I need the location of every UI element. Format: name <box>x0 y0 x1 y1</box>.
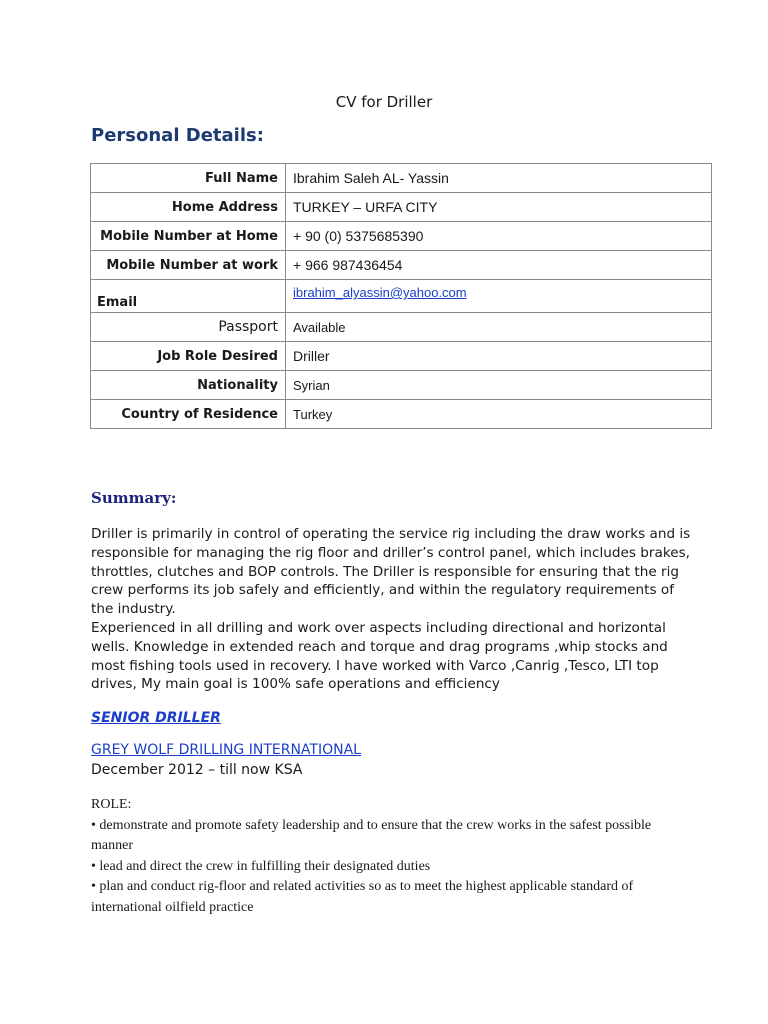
nationality-label: Nationality <box>91 371 286 400</box>
full-name-label: Full Name <box>91 164 286 193</box>
home-address-label: Home Address <box>91 193 286 222</box>
full-name-value: Ibrahim Saleh AL- Yassin <box>286 164 712 193</box>
summary-heading: Summary: <box>91 489 177 507</box>
table-row <box>91 193 712 222</box>
summary-paragraph: Experienced in all drilling and work over aspects including directional and horizontal wells. Knowledge in extended reach and torque and drag programs ,whip stocks and most fishing tools used in recovery. I have worked with Varco ,Canrig ,Tesco, LTI top drives, My main goal is 100% safe operations and efficiency <box>91 619 668 693</box>
table-row <box>91 342 712 371</box>
mobile-work-label: Mobile Number at work <box>91 251 286 280</box>
company-name: GREY WOLF DRILLING INTERNATIONAL <box>91 742 361 758</box>
mobile-home-value: + 90 (0) 5375685390 <box>286 222 712 251</box>
email-value-cell <box>286 280 712 313</box>
employment-dates: December 2012 – till now KSA <box>91 762 303 778</box>
nationality-value: Syrian <box>286 371 712 400</box>
personal-details-table <box>90 163 712 429</box>
mobile-home-label: Mobile Number at Home <box>91 222 286 251</box>
email-link[interactable]: ibrahim_alyassin@yahoo.com <box>293 285 467 300</box>
document-title: CV for Driller <box>335 93 433 111</box>
mobile-work-value: + 966 987436454 <box>286 251 712 280</box>
table-row <box>91 313 712 342</box>
role-item: • lead and direct the crew in fulfilling their designated duties <box>91 858 431 874</box>
passport-label: Passport <box>91 313 286 342</box>
home-address-value: TURKEY – URFA CITY <box>286 193 712 222</box>
email-label: Email <box>91 280 286 313</box>
passport-value: Available <box>286 313 712 342</box>
country-label: Country of Residence <box>91 400 286 429</box>
personal-details-heading: Personal Details: <box>91 125 264 146</box>
job-role-value: Driller <box>286 342 712 371</box>
country-value: Turkey <box>286 400 712 429</box>
table-row <box>91 400 712 429</box>
table-row <box>91 222 712 251</box>
table-row <box>91 280 712 313</box>
table-row <box>91 164 712 193</box>
role-heading: ROLE: <box>91 797 132 812</box>
job-role-label: Job Role Desired <box>91 342 286 371</box>
job-title: SENIOR DRILLER <box>91 710 221 726</box>
role-item: • plan and conduct rig-floor and related activities so as to meet the highest applicable standard of international oilfield practice <box>91 879 634 915</box>
summary-body <box>91 525 691 694</box>
summary-paragraph: Driller is primarily in control of operating the service rig including the draw works and is responsible for managing the rig floor and driller’s control panel, which includes brakes, throttles, clutches and BOP controls. The Driller is responsible for ensuring that the rig crew performs its job safely and efficiently, and within the regulatory requirements of the industry. <box>91 526 691 618</box>
role-section <box>91 795 691 918</box>
table-row <box>91 251 712 280</box>
table-row <box>91 371 712 400</box>
role-item: • demonstrate and promote safety leadership and to ensure that the crew works in the safest possible manner <box>91 817 652 853</box>
